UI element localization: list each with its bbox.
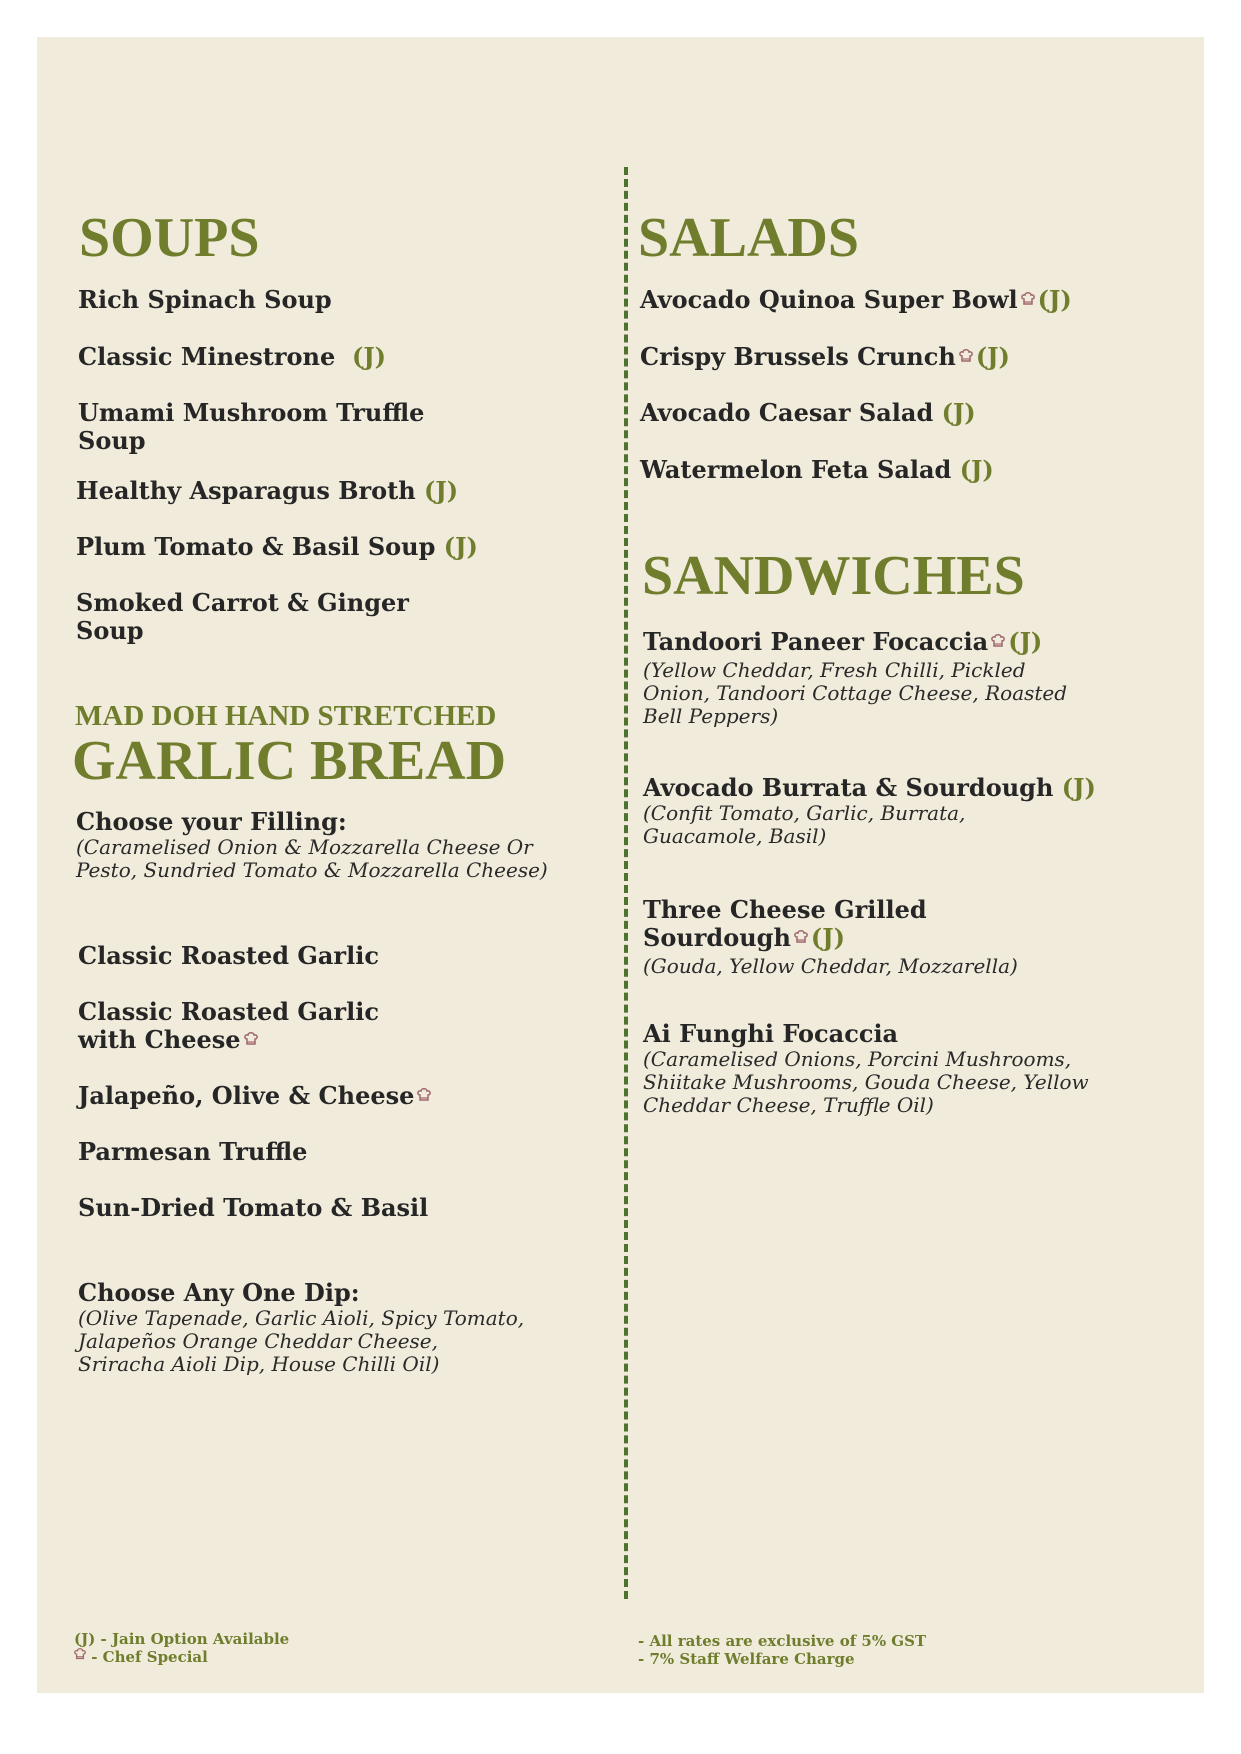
jain-badge: (J) [424, 476, 459, 505]
sandwich-item: Three Cheese Grilled Sourdough (J) (Gouda, Yellow Cheddar, Mozzarella) [643, 895, 1018, 978]
filling-description: (Caramelised Onion & Mozzarella Cheese Or Pesto, Sundried Tomato & Mozzarella Cheese) [76, 835, 548, 882]
salad-item: Crispy Brussels Crunch (J) [640, 342, 1010, 371]
legend-chef: - Chef Special [74, 1648, 289, 1668]
chef-hat-icon [417, 1082, 431, 1110]
filling-title: Choose your Filling: [76, 807, 347, 836]
gst-note: - All rates are exclusive of 5% GST [638, 1632, 927, 1650]
chef-hat-icon [1021, 286, 1035, 314]
sandwiches-heading: SANDWICHES [642, 545, 1025, 607]
salad-item: Avocado Quinoa Super Bowl (J) [640, 285, 1072, 314]
jain-badge: (J) [443, 532, 478, 561]
chef-hat-icon [74, 1648, 86, 1666]
salad-item: Avocado Caesar Salad (J) [640, 398, 976, 427]
soup-item: Plum Tomato & Basil Soup (J) [76, 532, 478, 561]
sandwich-item: Tandoori Paneer Focaccia (J) (Yellow Cheddar, Fresh Chilli, Pickled Onion, Tandoori Cottage Cheese, Roasted Bell Peppers) [643, 627, 1068, 728]
footer-notes [638, 1632, 926, 1668]
jain-badge: (J) [975, 342, 1010, 371]
jain-badge: (J) [351, 342, 387, 371]
garlic-bread-heading: GARLIC BREAD [72, 730, 507, 792]
sandwich-item: Ai Funghi Focaccia (Caramelised Onions, Porcini Mushrooms, Shiitake Mushrooms, Gouda Cheese, Yellow Cheddar Cheese, Truffle Oil) [643, 1019, 1089, 1117]
column-divider [624, 167, 628, 1599]
salads-heading: SALADS [638, 207, 859, 269]
footer-legend [74, 1630, 289, 1668]
garlic-bread-subheading: MAD DOH HAND STRETCHED [75, 700, 497, 732]
sandwich-description: (Caramelised Onions, Porcini Mushrooms, Shiitake Mushrooms, Gouda Cheese, Yellow Cheddar Cheese, Truffle Oil) [643, 1047, 1089, 1117]
chef-hat-icon [991, 628, 1005, 656]
jain-badge: (J) [959, 455, 994, 484]
soup-item: Rich Spinach Soup [78, 285, 332, 314]
garlic-bread-item: Jalapeño, Olive & Cheese [78, 1082, 434, 1113]
garlic-bread-item: Classic Roasted Garlic with Cheese [78, 997, 379, 1054]
legend-jain: (J) - Jain Option Available [74, 1630, 290, 1648]
jain-badge: (J) [1061, 773, 1096, 802]
chef-hat-icon [244, 1026, 258, 1054]
salad-item: Watermelon Feta Salad (J) [640, 455, 994, 484]
soup-item: Healthy Asparagus Broth (J) [76, 476, 459, 505]
dip-description: (Olive Tapenade, Garlic Aioli, Spicy Tomato, Jalapeños Orange Cheddar Cheese, Sriracha Aioli Dip, House Chilli Oil) [78, 1306, 525, 1376]
jain-badge: (J) [941, 398, 976, 427]
chef-hat-icon [794, 924, 808, 952]
soup-item: Classic Minestrone (J) [78, 342, 387, 371]
soup-item: Smoked Carrot & Ginger Soup [76, 588, 409, 645]
sandwich-item: Avocado Burrata & Sourdough (J) (Confit Tomato, Garlic, Burrata, Guacamole, Basil) [643, 773, 1096, 848]
sandwich-description: (Confit Tomato, Garlic, Burrata, Guacamole, Basil) [643, 801, 966, 848]
staff-welfare-note: - 7% Staff Welfare Charge [638, 1650, 855, 1668]
jain-badge: (J) [810, 923, 845, 952]
jain-badge: (J) [1008, 627, 1043, 656]
chef-hat-icon [959, 343, 973, 371]
soups-heading: SOUPS [79, 207, 260, 269]
garlic-bread-item: Sun-Dried Tomato & Basil [78, 1193, 429, 1222]
garlic-bread-item: Parmesan Truffle [78, 1137, 308, 1166]
soup-item: Umami Mushroom Truffle Soup [78, 398, 425, 455]
sandwich-description: (Yellow Cheddar, Fresh Chilli, Pickled Onion, Tandoori Cottage Cheese, Roasted Bell Peppers) [643, 658, 1068, 728]
sandwich-description: (Gouda, Yellow Cheddar, Mozzarella) [643, 954, 1018, 978]
dip-title: Choose Any One Dip: [78, 1278, 360, 1307]
jain-badge: (J) [1037, 285, 1072, 314]
garlic-bread-item: Classic Roasted Garlic [78, 941, 379, 970]
